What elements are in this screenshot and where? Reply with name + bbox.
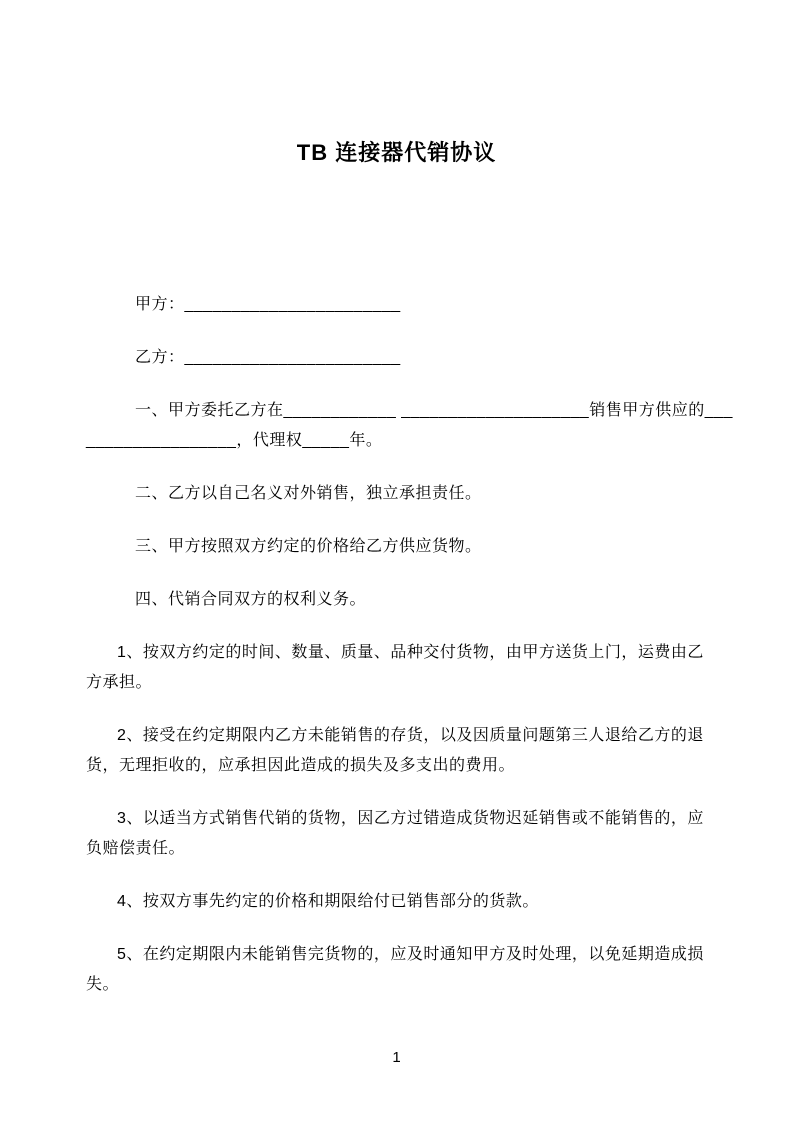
- item-1-line-2: 方承担。: [86, 674, 153, 691]
- item-1-line-1: 1、按双方约定的时间、数量、质量、品种交付货物，由甲方送货上门，运费由乙: [117, 644, 704, 661]
- clause-3-line-1: 三、甲方按照双方约定的价格给乙方供应货物。: [135, 538, 482, 555]
- clause-2: [86, 479, 718, 509]
- party-a-blank-line: 甲方：_______________________: [135, 296, 401, 313]
- party-a-field: [86, 290, 718, 320]
- clause-3: [86, 532, 718, 562]
- numbered-item-5: [86, 940, 718, 1000]
- item-2-line-1: 2、接受在约定期限内乙方未能销售的存货，以及因质量问题第三人退给乙方的退: [117, 727, 704, 744]
- item-3-line-1: 3、以适当方式销售代销的货物，因乙方过错造成货物迟延销售或不能销售的，应: [117, 810, 704, 827]
- item-2-line-2: 货，无理拒收的，应承担因此造成的损失及多支出的费用。: [86, 757, 516, 774]
- item-5-line-2: 失。: [86, 976, 120, 993]
- page-number: 1: [392, 1049, 401, 1066]
- numbered-item-4: [86, 887, 718, 917]
- clause-1-line-2: ________________，代理权_____年。: [86, 432, 383, 449]
- document-body: [86, 290, 733, 1023]
- clause-2-line-1: 二、乙方以自己名义对外销售，独立承担责任。: [135, 485, 482, 502]
- numbered-item-2: [86, 721, 718, 781]
- document-title: TB 连接器代销协议: [296, 140, 497, 165]
- party-b-field: [86, 343, 718, 373]
- numbered-item-3: [86, 804, 718, 864]
- clause-4-line-1: 四、代销合同双方的权利义务。: [135, 591, 367, 608]
- party-b-blank-line: 乙方：_______________________: [135, 349, 401, 366]
- clause-4: [86, 585, 718, 615]
- item-4-line-1: 4、按双方事先约定的价格和期限给付已销售部分的货款。: [117, 893, 539, 910]
- item-3-line-2: 负赔偿责任。: [86, 840, 186, 857]
- item-5-line-1: 5、在约定期限内未能销售完货物的，应及时通知甲方及时处理，以免延期造成损: [117, 946, 704, 963]
- clause-1: [86, 396, 733, 456]
- numbered-item-1: [86, 638, 718, 698]
- clause-1-line-1: 一、甲方委托乙方在____________ ____________________销售甲方供应的___: [135, 402, 733, 419]
